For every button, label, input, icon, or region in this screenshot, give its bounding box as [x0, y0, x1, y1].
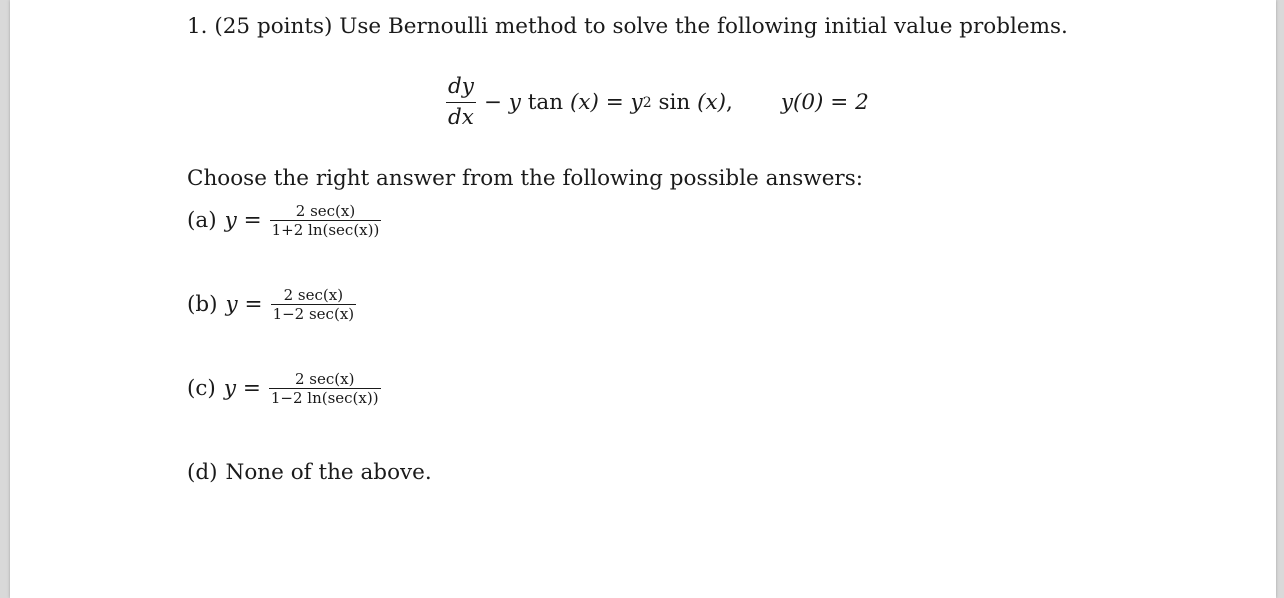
initial-condition: y(0) = 2 — [780, 90, 869, 115]
comma: , — [725, 90, 733, 115]
derivative-numerator: dy — [446, 74, 476, 103]
document-page — [10, 0, 1276, 598]
differential-equation: $\frac{dy}{dx}$ − y tan (x) = y 2 sin (x) , y(0) = 2 — [448, 74, 869, 130]
derivative-denominator: dx — [448, 105, 474, 130]
problem-number: 1. — [187, 14, 208, 39]
option-equals: = — [243, 208, 262, 233]
minus-sign: − — [483, 90, 502, 115]
option-label: (d) — [187, 460, 218, 485]
option-fraction — [271, 286, 357, 323]
option-numerator: 2 sec(x) — [269, 370, 381, 389]
option-y: y — [225, 292, 238, 317]
option-y: y — [223, 376, 236, 401]
option-d — [187, 460, 432, 485]
option-label: (b) — [187, 292, 218, 317]
option-b — [187, 286, 356, 323]
option-a — [187, 202, 381, 239]
y-variable: y — [508, 90, 521, 115]
tan-argument: (x) — [569, 90, 599, 115]
option-fraction — [269, 370, 381, 407]
tan-function: tan — [527, 90, 564, 115]
choose-prompt: Choose the right answer from the following possible answers: — [187, 166, 863, 191]
option-numerator: 2 sec(x) — [271, 286, 357, 305]
option-denominator: 1−2 sec(x) — [272, 305, 355, 323]
option-denominator: 1+2 ln(sec(x)) — [271, 221, 380, 239]
sin-argument: (x) — [697, 90, 726, 115]
option-equals: = — [242, 376, 261, 401]
option-fraction — [270, 202, 382, 239]
problem-text: Use Bernoulli method to solve the following initial value problems. — [339, 14, 1068, 39]
sin-function: sin — [658, 90, 691, 115]
option-equals: = — [244, 292, 263, 317]
y-squared-base: y — [630, 90, 643, 115]
option-denominator: 1−2 ln(sec(x)) — [270, 389, 379, 407]
option-text: None of the above. — [225, 460, 432, 485]
option-c — [187, 370, 381, 407]
problem-statement — [187, 14, 1068, 39]
problem-points: (25 points) — [214, 14, 333, 39]
option-label: (c) — [187, 376, 216, 401]
derivative-fraction — [446, 74, 476, 131]
option-y: y — [224, 208, 237, 233]
option-numerator: 2 sec(x) — [270, 202, 382, 221]
equals-sign: = — [605, 90, 624, 115]
option-label: (a) — [187, 208, 217, 233]
